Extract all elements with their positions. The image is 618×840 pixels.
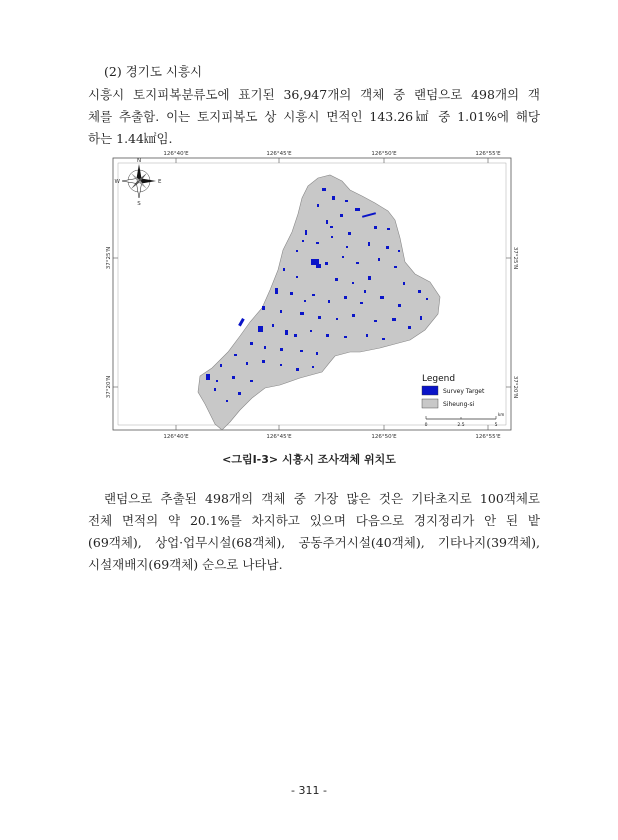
legend-title: Legend <box>422 374 456 384</box>
right-tick-label: 37°20'N <box>512 375 518 399</box>
left-tick-label: 37°20'N <box>106 375 112 399</box>
top-tick-label: 126°50'E <box>371 151 397 157</box>
legend-swatch-siheung-si <box>422 399 438 408</box>
paragraph-line: 체를 추출함. 이는 토지피복도 상 시흥시 면적인 143.26㎢ 중 1.01%에 해당 <box>88 109 540 124</box>
bottom-tick-label: 126°50'E <box>371 434 397 440</box>
legend-label: Siheung-si <box>443 401 475 408</box>
paragraph-line: 하는 1.44㎢임. <box>88 131 173 146</box>
map-legend <box>417 368 503 418</box>
scale-label: 0 <box>424 423 428 428</box>
bottom-tick-label: 126°55'E <box>475 434 501 440</box>
paragraph-line: 시설재배지(69객체) 순으로 나타남. <box>88 557 283 572</box>
figure-caption: <그림Ⅰ-3> 시흥시 조사객체 위치도 <box>222 453 396 466</box>
legend-swatch-survey-target <box>422 386 438 395</box>
left-tick-label: 37°25'N <box>106 246 112 270</box>
legend-label: Survey Target <box>443 388 485 395</box>
top-tick-label: 126°55'E <box>475 151 501 157</box>
paragraph-line: 시흥시 토지피복분류도에 표기된 36,947개의 객체 중 랜덤으로 498개의 객 <box>88 87 540 102</box>
paragraph-line: 랜덤으로 추출된 498개의 객체 중 가장 많은 것은 기타초지로 100객체로 <box>104 491 540 506</box>
scale-unit: km <box>498 412 505 417</box>
bottom-tick-label: 126°40'E <box>163 434 189 440</box>
paragraph-line: (69객체), 상업·업무시설(68객체), 공동주거시설(40객체), 기타나지(39객체), <box>88 535 540 550</box>
compass-w-label: W <box>114 179 120 185</box>
right-tick-label: 37°25'N <box>512 246 518 270</box>
paragraph-2 <box>88 488 540 576</box>
scale-label: 2.5 <box>457 423 465 428</box>
scale-label: 5 <box>494 423 498 428</box>
top-tick-label: 126°40'E <box>163 151 189 157</box>
bottom-tick-label: 126°45'E <box>266 434 292 440</box>
top-tick-label: 126°45'E <box>266 151 292 157</box>
compass-e-label: E <box>158 179 162 185</box>
page-number: - 311 - <box>291 784 327 797</box>
paragraph-line: 전체 면적의 약 20.1%를 차지하고 있으며 다음으로 경지정리가 안 된 밭 <box>88 513 540 528</box>
compass-n-label: N <box>136 158 142 164</box>
section-heading: (2) 경기도 시흥시 <box>104 64 203 79</box>
compass-s-label: S <box>137 201 141 207</box>
